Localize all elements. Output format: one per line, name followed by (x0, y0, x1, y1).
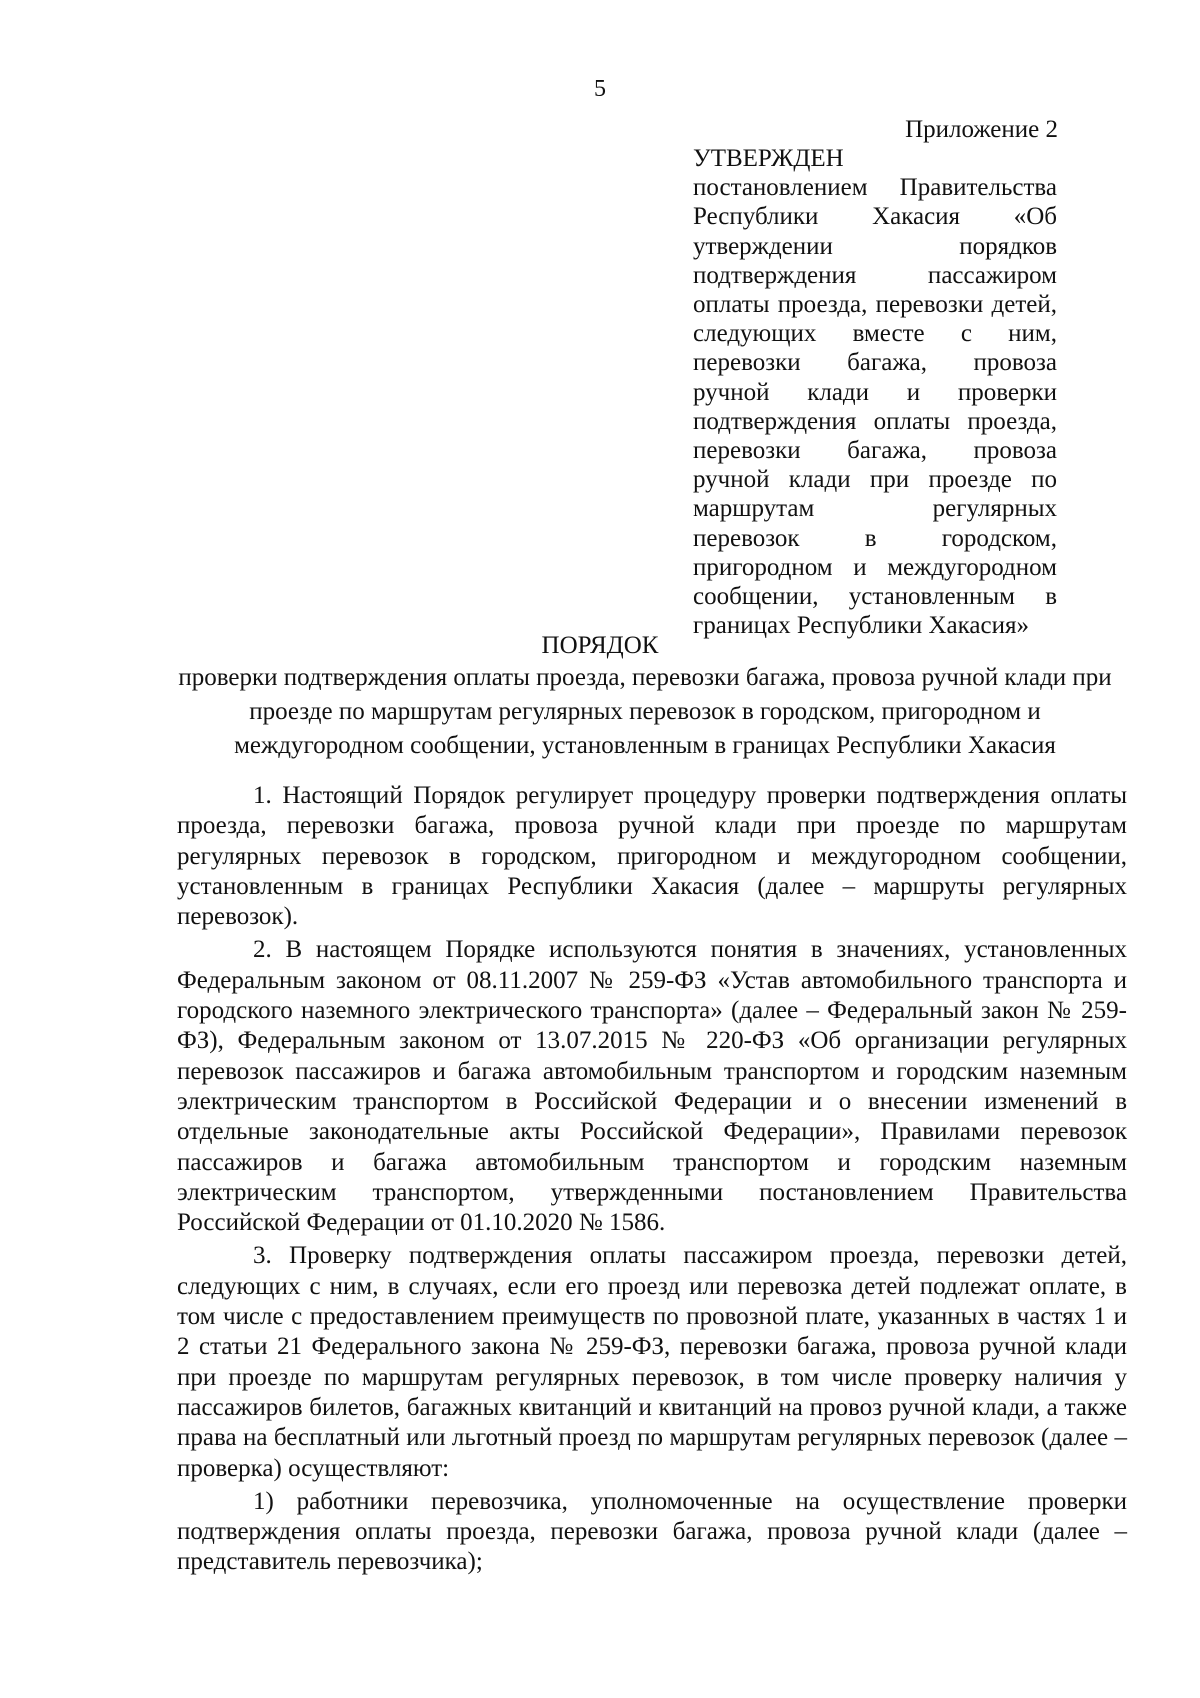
document-body (177, 781, 1127, 1578)
paragraph-3: 3. Проверку подтверждения оплаты пассажиром проезда, перевозки детей, следующих с ним, в случаях, если его проезд или перевозка детей подлежат оплате, в том числе с предоставлением преимуществ по провозной плате, указанных в частях 1 и 2 статьи 21 Федерального закона № 259-ФЗ, перевозки багажа, провоза ручной клади при проезде по маршрутам регулярных перевозок, в том числе проверку наличия у пассажиров билетов, багажных квитанций и квитанций на провоз ручной клади, а также права на бесплатный или льготный проезд по маршрутам регулярных перевозок (далее – проверка) осуществляют: (177, 1242, 1127, 1482)
approval-text: постановлением Правительства Республики Хакасия «Об утверждении порядков подтверждения пассажиром оплаты проезда, перевозки детей, следующих вместе с ним, перевозки багажа, провоза ручной клади и проверки подтверждения оплаты проезда, перевозки багажа, провоза ручной клади при проезде по маршрутам регулярных перевозок в городском, пригородном и междугородном сообщении, установленным в границах Республики Хакасия» (693, 174, 1057, 640)
paragraph-2: 2. В настоящем Порядке используются понятия в значениях, установленных Федеральным законом от 08.11.2007 № 259-ФЗ «Устав автомобильного транспорта и городского наземного электрического транспорта» (далее – Федеральный закон № 259-ФЗ), Федеральным законом от 13.07.2015 № 220-ФЗ «Об организации регулярных перевозок пассажиров и багажа автомобильным транспортом и городским наземным электрическим транспортом в Российской Федерации и о внесении изменений в отдельные законодательные акты Российской Федерации», Правилами перевозок пассажиров и багажа автомобильным транспортом и городским наземным электрическим транспортом, утвержденными постановлением Правительства Российской Федерации от 01.10.2020 № 1586. (177, 936, 1127, 1237)
paragraph-1: 1. Настоящий Порядок регулирует процедуру проверки подтверждения оплаты проезда, перевозки багажа, провоза ручной клади при проезде по маршрутам регулярных перевозок в городском, пригородном и междугородном сообщении, установленным в границах Республики Хакасия (далее – маршруты регулярных перевозок). (177, 782, 1127, 931)
page-number: 5 (594, 76, 606, 102)
approval-block (693, 144, 1057, 640)
approval-title: УТВЕРЖДЕН (693, 145, 844, 172)
appendix-label: Приложение 2 (905, 116, 1058, 143)
document-subheading: проверки подтверждения оплаты проезда, перевозки багажа, провоза ручной клади при проезде по маршрутам регулярных перевозок в городском, пригородном и междугородном сообщении, установленным в границах Республики Хакасия (178, 664, 1112, 759)
document-heading: ПОРЯДОК (541, 632, 659, 659)
paragraph-3-item-1: 1) работники перевозчика, уполномоченные на осуществление проверки подтверждения оплаты проезда, перевозки багажа, провоза ручной клади (далее – представитель перевозчика); (177, 1487, 1127, 1576)
